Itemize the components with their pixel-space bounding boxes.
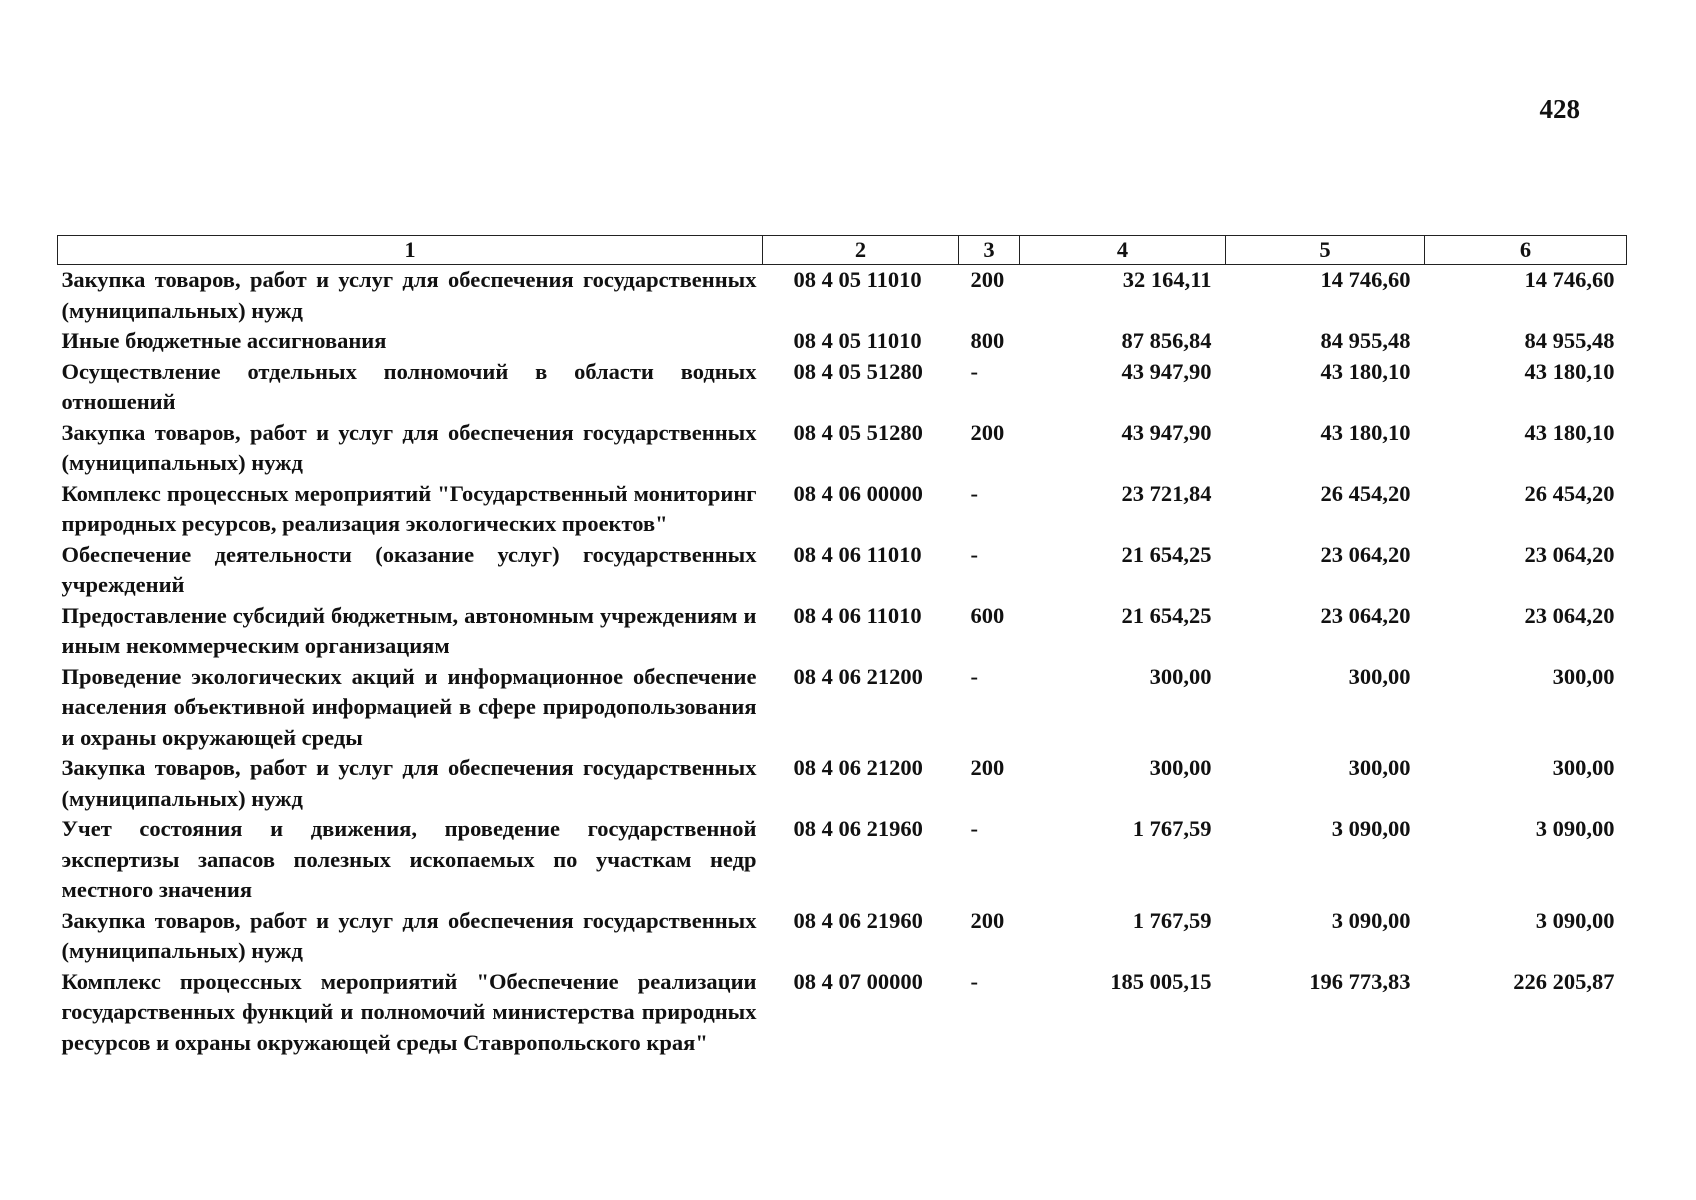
row-value-col4: 43 947,90 — [1121, 419, 1212, 445]
row-name: Закупка товаров, работ и услуг для обеспечения государственных (муниципальных) нужд — [61, 267, 757, 323]
row-code: 08 4 06 21200 — [793, 755, 923, 780]
row-value-col4: 300,00 — [1149, 663, 1212, 689]
row-value-col5: 43 180,10 — [1320, 419, 1411, 445]
table-row — [58, 265, 1627, 327]
row-value-col6: 3 090,00 — [1535, 907, 1615, 933]
column-header-1: 1 — [58, 236, 763, 265]
table-row — [58, 540, 1627, 601]
row-name: Учет состояния и движения, проведение государственной экспертизы запасов полезных ископаемых по участкам недр местного значения — [61, 816, 757, 902]
budget-table — [57, 235, 1627, 1058]
table-row — [58, 967, 1627, 1059]
row-expense-type: 200 — [970, 755, 1005, 780]
row-value-col4: 23 721,84 — [1121, 480, 1212, 506]
table-row — [58, 418, 1627, 479]
row-expense-type: - — [970, 663, 978, 689]
row-code: 08 4 05 11010 — [793, 328, 922, 353]
row-value-col4: 185 005,15 — [1110, 968, 1212, 994]
row-value-col4: 21 654,25 — [1121, 602, 1212, 628]
row-value-col5: 3 090,00 — [1331, 816, 1411, 841]
row-name: Закупка товаров, работ и услуг для обеспечения государственных (муниципальных) нужд — [61, 907, 757, 963]
row-value-col5: 196 773,83 — [1309, 968, 1411, 994]
row-value-col4: 21 654,25 — [1121, 541, 1212, 567]
row-code: 08 4 05 11010 — [793, 267, 922, 292]
row-value-col4: 300,00 — [1149, 755, 1212, 780]
row-value-col5: 84 955,48 — [1320, 328, 1411, 353]
column-header-2: 2 — [763, 236, 959, 265]
row-expense-type: - — [970, 480, 978, 506]
row-value-col6: 300,00 — [1552, 755, 1615, 780]
header-row — [58, 236, 1627, 265]
row-code: 08 4 06 11010 — [793, 541, 922, 567]
table-row — [58, 814, 1627, 906]
row-code: 08 4 05 51280 — [793, 419, 923, 445]
row-name: Проведение экологических акций и информационное обеспечение населения объективной информацией в сфере природопользования и охраны окружающей среды — [61, 663, 757, 750]
row-expense-type: - — [970, 358, 978, 384]
table-row — [58, 326, 1627, 357]
row-value-col6: 23 064,20 — [1524, 541, 1615, 567]
row-value-col5: 300,00 — [1348, 755, 1411, 780]
row-value-col6: 43 180,10 — [1524, 419, 1615, 445]
row-value-col5: 3 090,00 — [1331, 907, 1411, 933]
row-value-col5: 300,00 — [1348, 663, 1411, 689]
row-value-col6: 23 064,20 — [1524, 602, 1615, 628]
row-expense-type: - — [970, 968, 978, 994]
row-expense-type: 600 — [970, 602, 1005, 628]
row-code: 08 4 07 00000 — [793, 968, 923, 994]
row-value-col4: 1 767,59 — [1132, 907, 1212, 933]
row-name: Предоставление субсидий бюджетным, автономным учреждениям и иным некоммерческим организациям — [61, 602, 757, 658]
row-expense-type: 200 — [970, 419, 1005, 445]
row-code: 08 4 06 00000 — [793, 480, 923, 506]
table-row — [58, 601, 1627, 662]
row-name: Комплекс процессных мероприятий "Обеспечение реализации государственных функций и полномочий министерства природных ресурсов и охраны окружающей среды Ставропольского края" — [61, 968, 757, 1055]
row-value-col4: 1 767,59 — [1132, 816, 1212, 841]
row-value-col6: 26 454,20 — [1524, 480, 1615, 506]
table-row — [58, 906, 1627, 967]
row-code: 08 4 05 51280 — [793, 358, 923, 384]
row-expense-type: 200 — [970, 267, 1005, 292]
row-expense-type: - — [970, 541, 978, 567]
row-name: Закупка товаров, работ и услуг для обеспечения государственных (муниципальных) нужд — [61, 419, 757, 475]
row-value-col4: 32 164,11 — [1122, 267, 1212, 292]
row-name: Обеспечение деятельности (оказание услуг) государственных учреждений — [61, 541, 757, 597]
row-value-col5: 14 746,60 — [1320, 267, 1411, 292]
row-code: 08 4 06 21200 — [793, 663, 923, 689]
row-expense-type: - — [970, 816, 978, 841]
table-row — [58, 662, 1627, 754]
row-value-col5: 43 180,10 — [1320, 358, 1411, 384]
row-expense-type: 800 — [970, 328, 1005, 353]
table-row — [58, 753, 1627, 814]
row-value-col6: 300,00 — [1552, 663, 1615, 689]
row-name: Закупка товаров, работ и услуг для обеспечения государственных (муниципальных) нужд — [61, 755, 757, 811]
column-header-3: 3 — [959, 236, 1020, 265]
column-header-4: 4 — [1020, 236, 1226, 265]
row-name: Комплекс процессных мероприятий "Государственный мониторинг природных ресурсов, реализация экологических проектов" — [61, 480, 757, 536]
row-code: 08 4 06 21960 — [793, 907, 923, 933]
row-code: 08 4 06 21960 — [793, 816, 923, 841]
row-name: Иные бюджетные ассигнования — [61, 328, 387, 353]
row-value-col5: 23 064,20 — [1320, 541, 1411, 567]
table-header — [58, 236, 1627, 265]
row-value-col6: 14 746,60 — [1524, 267, 1615, 292]
column-header-5: 5 — [1226, 236, 1425, 265]
row-value-col5: 23 064,20 — [1320, 602, 1411, 628]
row-value-col4: 87 856,84 — [1121, 328, 1212, 353]
row-value-col6: 84 955,48 — [1524, 328, 1615, 353]
table-row — [58, 479, 1627, 540]
row-value-col6: 3 090,00 — [1535, 816, 1615, 841]
row-name: Осуществление отдельных полномочий в области водных отношений — [61, 358, 757, 414]
row-value-col6: 43 180,10 — [1524, 358, 1615, 384]
row-value-col6: 226 205,87 — [1513, 968, 1615, 994]
row-value-col5: 26 454,20 — [1320, 480, 1411, 506]
column-header-6: 6 — [1425, 236, 1627, 265]
table-row — [58, 357, 1627, 418]
table-body — [58, 265, 1627, 1059]
row-value-col4: 43 947,90 — [1121, 358, 1212, 384]
page-number: 428 — [1539, 94, 1580, 124]
row-code: 08 4 06 11010 — [793, 602, 922, 628]
row-expense-type: 200 — [970, 907, 1005, 933]
